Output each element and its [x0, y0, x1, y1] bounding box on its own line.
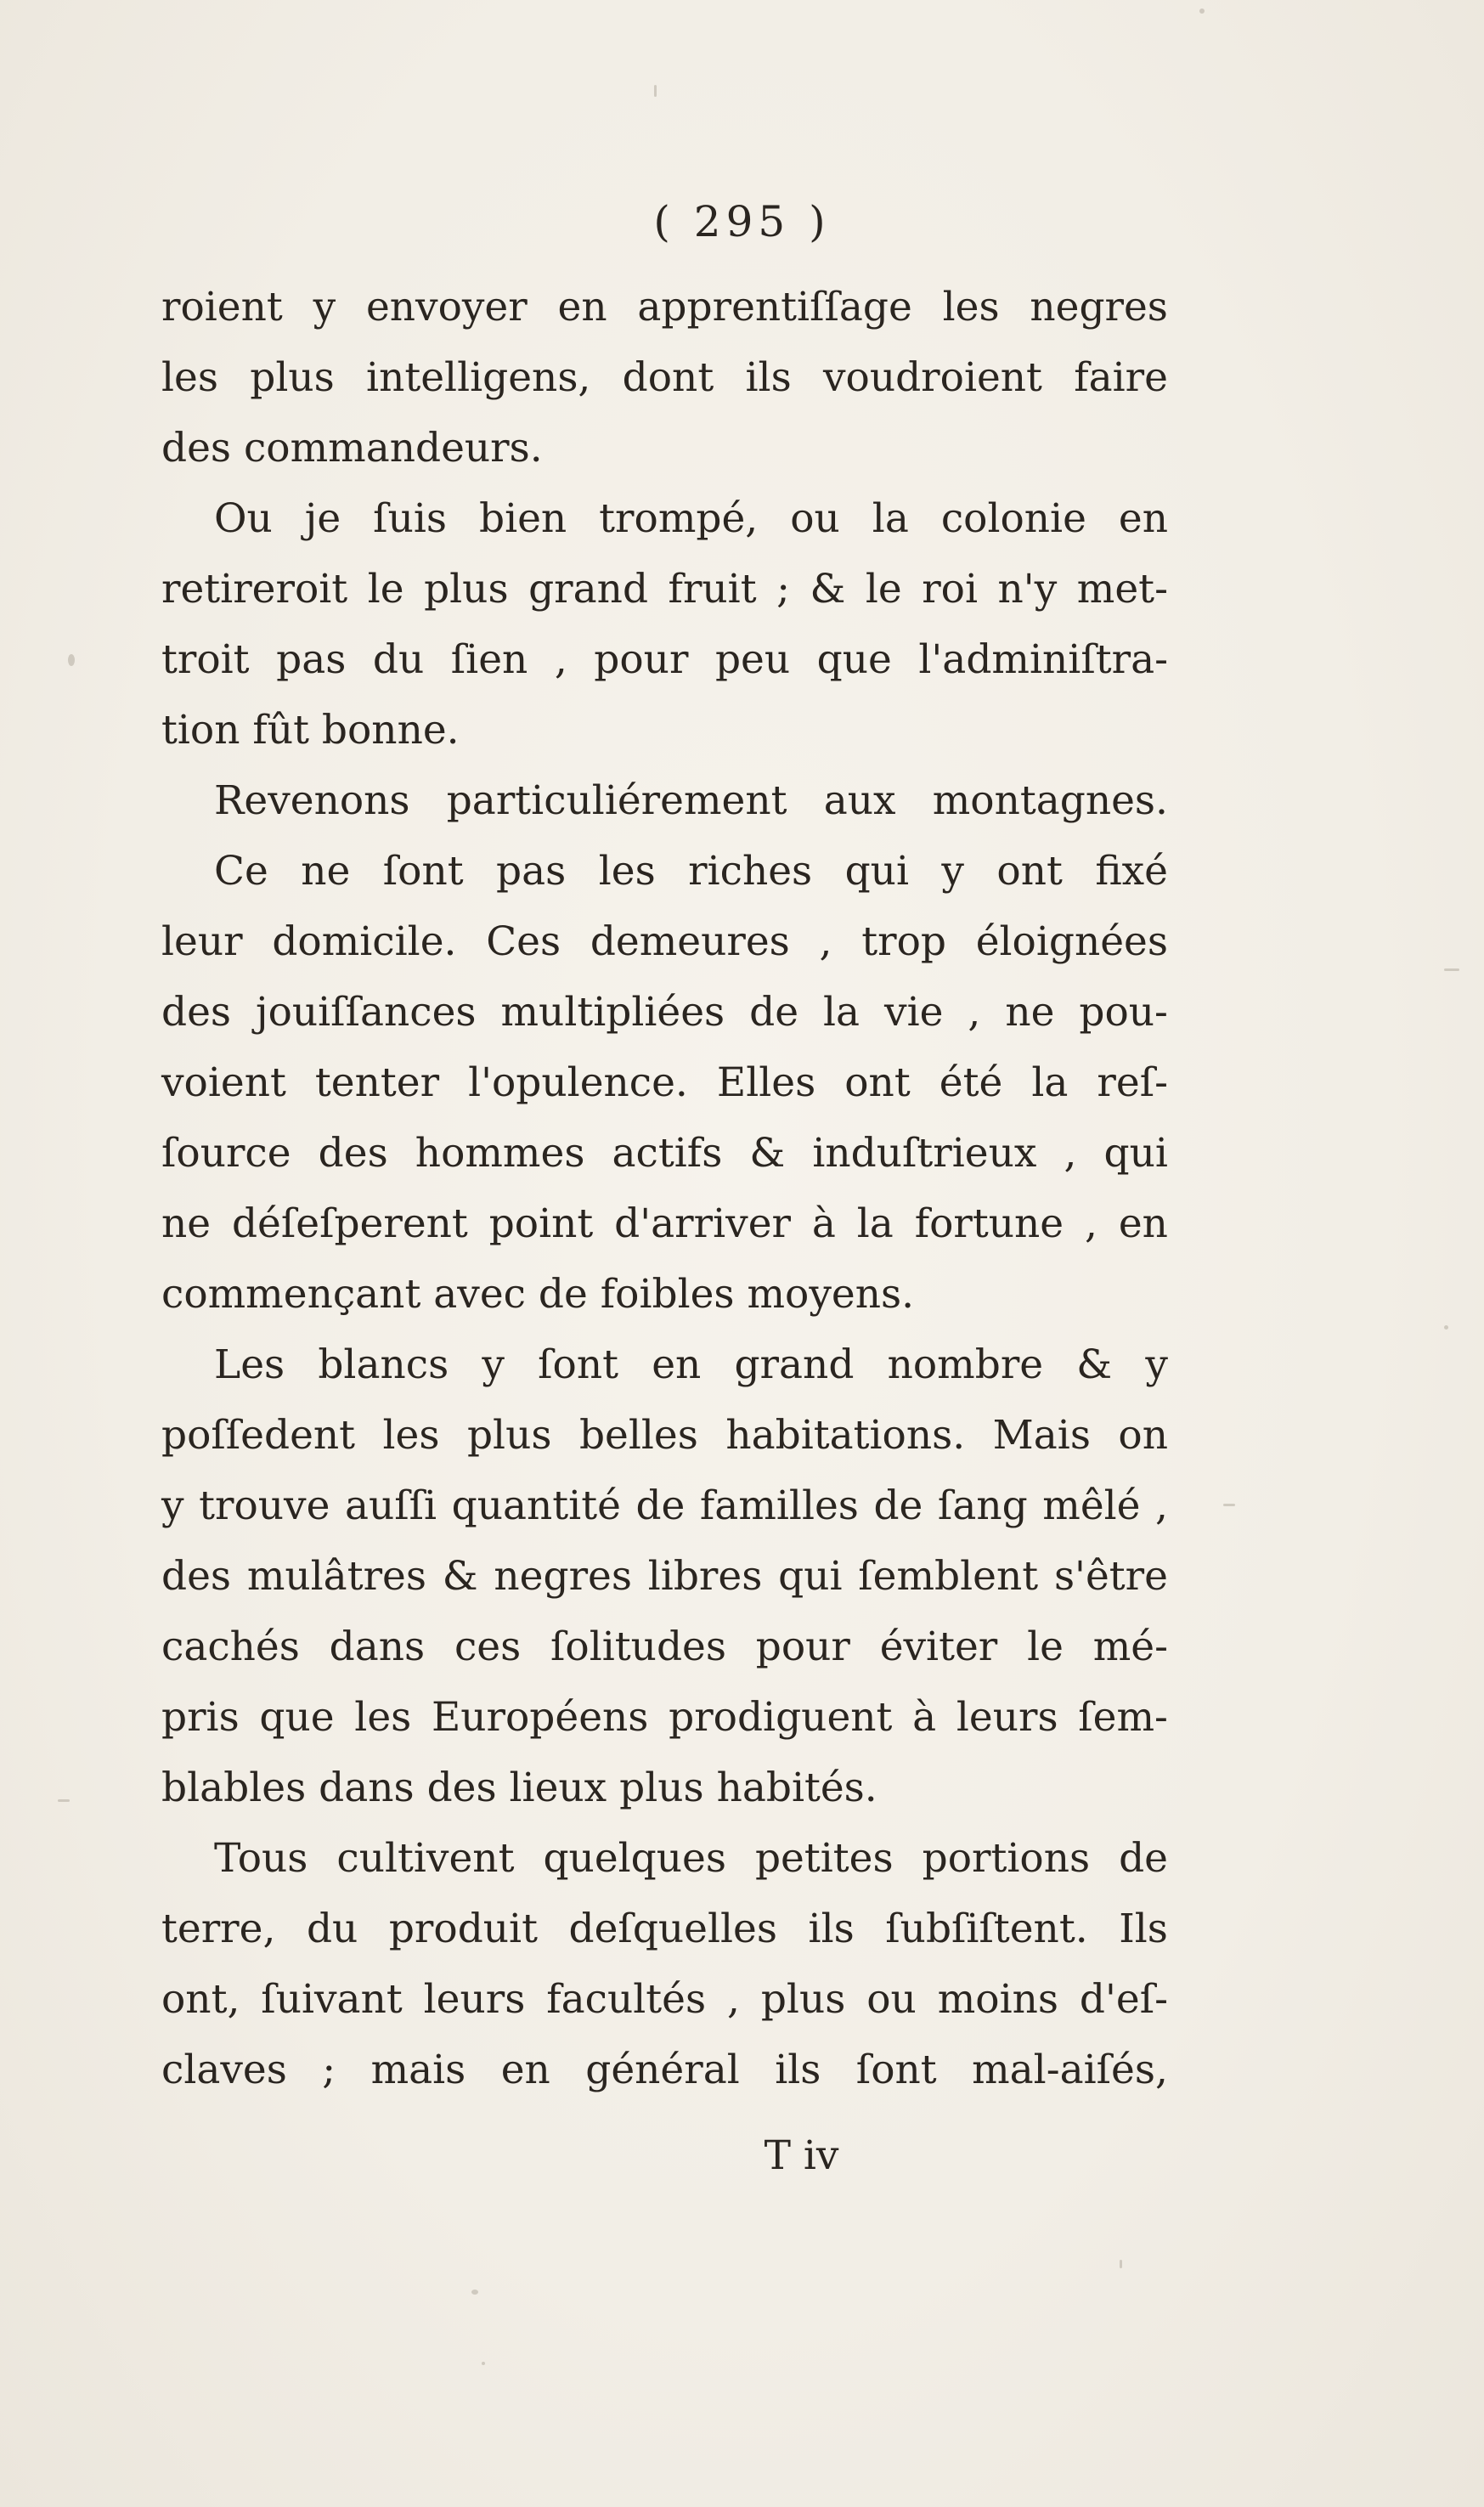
text-line: voient tenter l'opulence. Elles ont été la reſ-	[161, 1059, 1168, 1106]
text-line: des mulâtres & negres libres qui ſemblent s'être	[161, 1553, 1168, 1600]
text-line: ont, ſuivant leurs facultés , plus ou moins d'eſ-	[161, 1976, 1168, 2023]
paper-speck	[58, 1799, 70, 1802]
paper-speck	[471, 2290, 478, 2295]
paper-speck	[1444, 968, 1459, 971]
body-text	[161, 272, 1168, 2105]
paper-speck	[482, 2362, 485, 2365]
paper-speck	[1223, 1504, 1235, 1506]
text-line: les plus intelligens, dont ils voudroient faire	[161, 354, 1168, 401]
paper-speck	[1199, 8, 1205, 14]
text-line: Ou je ſuis bien trompé, ou la colonie en	[214, 495, 1168, 542]
paper-speck	[1444, 1325, 1448, 1330]
text-line: des jouiſſances multipliées de la vie , ne pou-	[161, 989, 1168, 1036]
text-line: leur domicile. Ces demeures , trop éloignées	[161, 918, 1168, 965]
text-line: ne déſeſperent point d'arriver à la fortune , en	[161, 1200, 1168, 1247]
text-line: pris que les Européens prodiguent à leurs ſem-	[161, 1694, 1168, 1741]
text-line: Ce ne ſont pas les riches qui y ont fixé	[214, 848, 1168, 895]
text-line: des commandeurs.	[161, 425, 543, 471]
text-line: Revenons particuliérement aux montagnes.	[214, 777, 1168, 824]
text-line: troit pas du ſien , pour peu que l'adminiſtra-	[161, 636, 1168, 683]
text-line: y trouve auſſi quantité de familles de ſang mêlé ,	[161, 1482, 1168, 1529]
text-line: roient y envoyer en apprentiſſage les negres	[161, 284, 1168, 330]
signature-mark: T iv	[764, 2132, 839, 2179]
paper-speck	[654, 85, 657, 97]
paper-speck	[1120, 2260, 1122, 2268]
text-line: tion fût bonne.	[161, 707, 460, 754]
text-line: cachés dans ces ſolitudes pour éviter le mé-	[161, 1623, 1168, 1670]
text-line: ſource des hommes actifs & induſtrieux , qui	[161, 1130, 1168, 1177]
text-line: Les blancs y ſont en grand nombre & y	[214, 1341, 1168, 1388]
text-line: terre, du produit deſquelles ils ſubſiſtent. Ils	[161, 1906, 1168, 1952]
text-line: claves ; mais en général ils ſont mal-aiſés,	[161, 2047, 1168, 2093]
text-line: Tous cultivent quelques petites portions de	[214, 1835, 1168, 1882]
text-line: commençant avec de foibles moyens.	[161, 1271, 915, 1318]
paper-speck	[68, 654, 75, 666]
page-number-header: ( 295 )	[653, 197, 831, 246]
text-line: poſſedent les plus belles habitations. Mais on	[161, 1412, 1168, 1459]
text-line: blables dans des lieux plus habités.	[161, 1764, 877, 1811]
text-line: retireroit le plus grand fruit ; & le roi n'y met-	[161, 566, 1168, 613]
